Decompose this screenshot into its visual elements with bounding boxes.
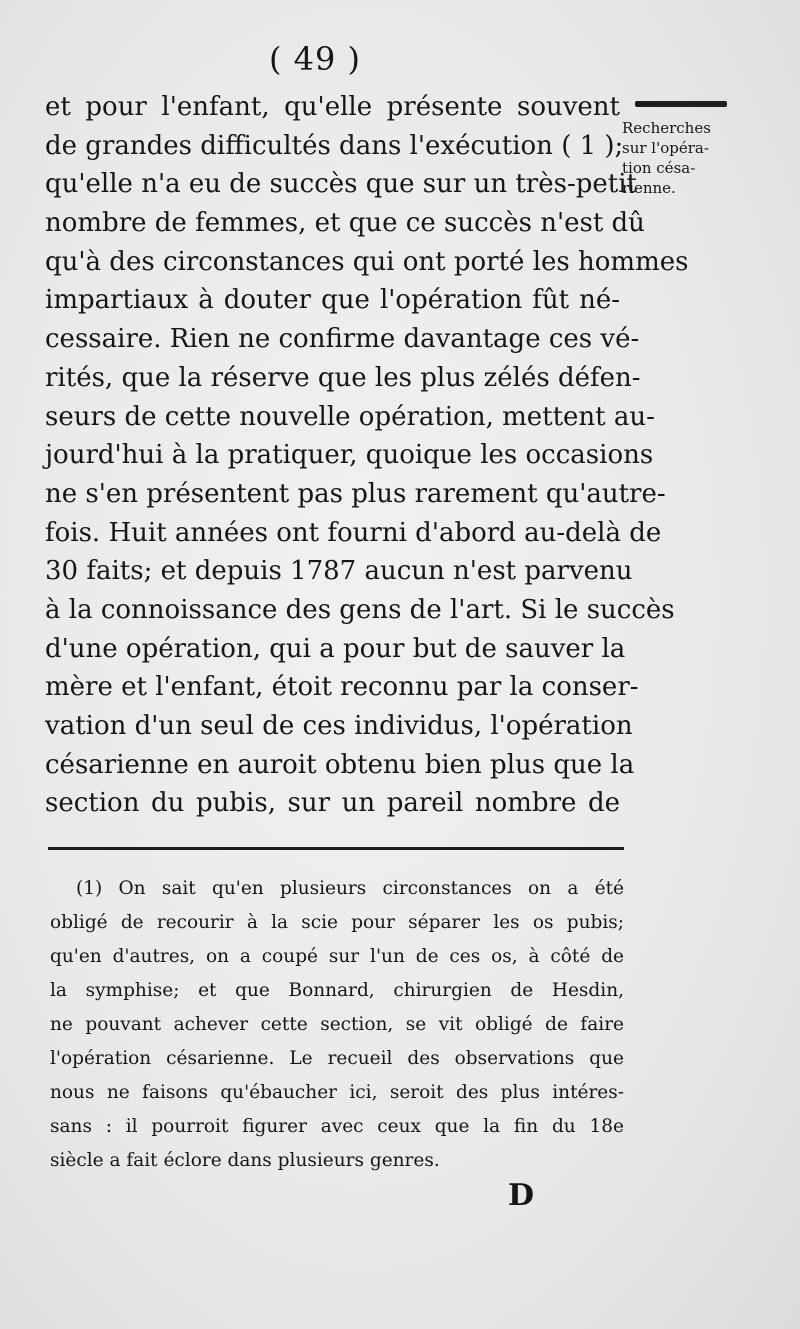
margin-note-line: Recherches — [622, 119, 711, 137]
text-line: et pour l'enfant, qu'elle présente souvent — [45, 92, 620, 122]
footnote-line: siècle a fait éclore dans plusieurs genres. — [50, 1150, 440, 1171]
text-line: rités, que la réserve que les plus zélés défen- — [45, 362, 641, 393]
text-line: d'une opération, qui a pour but de sauver la — [45, 633, 626, 664]
text-line: de grandes difficultés dans l'exécution ( 1 ); — [45, 130, 624, 161]
text-line: jourd'hui à la pratiquer, quoique les occasions — [45, 440, 654, 471]
marginal-rule — [635, 101, 727, 107]
text-line: impartiaux à douter que l'opération fût né- — [45, 285, 620, 316]
text-line: à la connoissance des gens de l'art. Si le succès — [45, 594, 675, 625]
footnote-line: ne pouvant achever cette section, se vit obligé de faire — [50, 1014, 624, 1035]
footnote-line: sans : il pourroit figurer avec ceux que la fin du 18e — [50, 1116, 624, 1137]
footnote-separator — [48, 847, 624, 850]
text-line: ne s'en présentent pas plus rarement qu'autre- — [45, 478, 666, 509]
text-line: fois. Huit années ont fourni d'abord au-delà de — [45, 517, 662, 548]
signature-mark: D — [508, 1178, 535, 1213]
margin-note-line: rienne. — [622, 179, 676, 197]
text-line: qu'à des circonstances qui ont porté les hommes — [45, 246, 689, 277]
text-line: nombre de femmes, et que ce succès n'est dû — [45, 208, 645, 239]
footnote-line: (1) On sait qu'en plusieurs circonstances on a été — [76, 878, 624, 899]
text-line: seurs de cette nouvelle opération, mettent au- — [45, 401, 655, 432]
footnote-line: l'opération césarienne. Le recueil des observations que — [50, 1048, 624, 1069]
text-line: 30 faits; et depuis 1787 aucun n'est parvenu — [45, 556, 633, 587]
text-line: qu'elle n'a eu de succès que sur un très-petit — [45, 169, 637, 200]
footnote — [50, 872, 624, 1178]
text-line: mère et l'enfant, étoit reconnu par la conser- — [45, 672, 639, 703]
footnote-line: nous ne faisons qu'ébaucher ici, seroit des plus intéres- — [50, 1082, 624, 1103]
margin-note-line: sur l'opéra- — [622, 139, 709, 157]
footnote-line: obligé de recourir à la scie pour séparer les os pubis; — [50, 912, 624, 933]
page-number: ( 49 ) — [268, 40, 362, 78]
footnote-line: la symphise; et que Bonnard, chirurgien de Hesdin, — [50, 980, 624, 1001]
text-line: cessaire. Rien ne confirme davantage ces vé- — [45, 324, 640, 355]
text-line: section du pubis, sur un pareil nombre de — [45, 788, 620, 819]
margin-note — [622, 118, 740, 198]
margin-note-line: tion césa- — [622, 159, 696, 177]
text-line: césarienne en auroit obtenu bien plus que la — [45, 749, 635, 780]
footnote-line: qu'en d'autres, on a coupé sur l'un de ces os, à côté de — [50, 946, 624, 967]
text-line: vation d'un seul de ces individus, l'opération — [45, 711, 633, 741]
